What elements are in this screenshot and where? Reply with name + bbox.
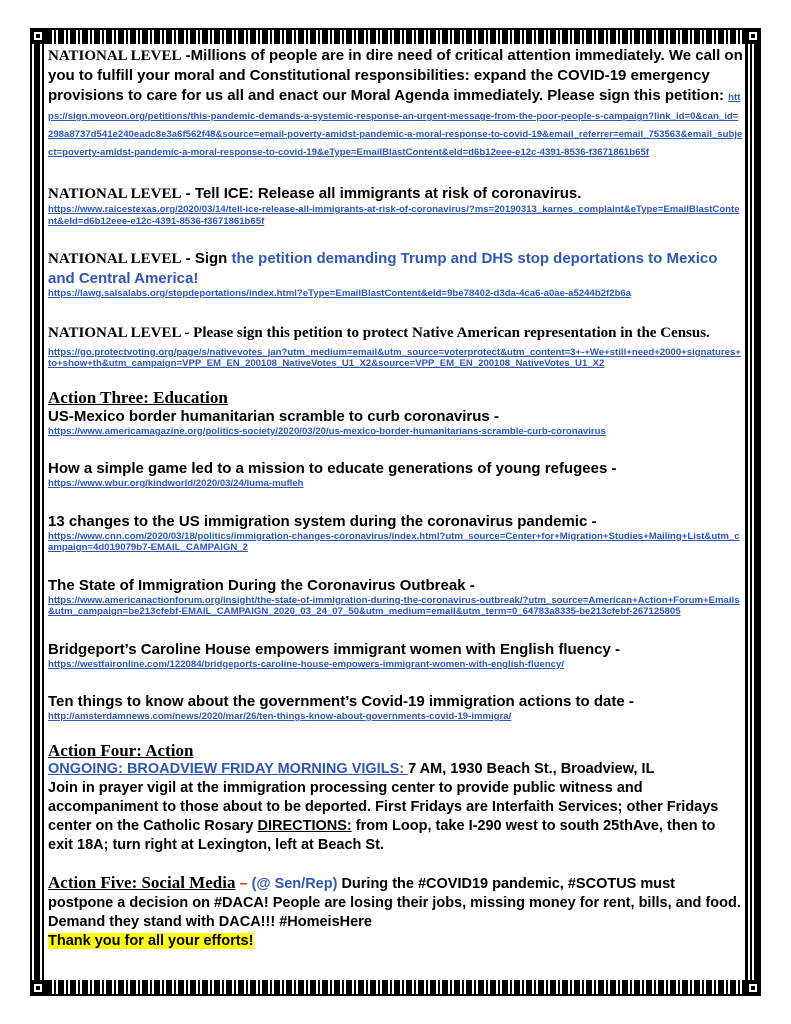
national-text-highlight: the petition demanding Trump and DHS stop deportations to Mexico and Central America! xyxy=(48,250,718,287)
directions-label: DIRECTIONS: xyxy=(257,817,352,834)
vigil-location: 7 AM, 1930 Beach St., Broadview, IL xyxy=(408,760,655,777)
social-handle: (@ Sen/Rep) xyxy=(251,875,338,892)
vigil-description: Join in prayer vigil at the immigration processing center to provide public witness and accompaniment to those about to be deported. First Fridays are Interfaith Services; other Fridays center on the Catholic Rosary xyxy=(48,779,719,834)
dash: – xyxy=(235,875,252,892)
national-item xyxy=(48,324,743,370)
national-label: NATIONAL LEVEL xyxy=(48,324,181,341)
article-link[interactable]: https://www.cnn.com/2020/03/18/politics/immigration-changes-coronavirus/index.html?utm_source=Center+for+Migration+Studies+Mailing+List&utm_campaign=4d019079b7-EMAIL_CAMPAIGN_2 xyxy=(48,530,740,553)
article-link[interactable]: https://www.americanactionforum.org/insight/the-state-of-immigration-during-the-coronavirus-outbreak/?utm_source=American+Action+Forum+Emails&utm_campaign=be213cfebf-EMAIL_CAMPAIGN_2020_03_24_07_50&utm_medium=email&utm_term=0_64783a8335-be213cfebf-267125805 xyxy=(48,594,740,617)
article-item xyxy=(48,576,743,618)
article-item xyxy=(48,640,743,671)
petition-link[interactable]: https://sign.moveon.org/petitions/this-pandemic-demands-a-systemic-response-an-urgent-message-from-the-poor-people-s-campaign?link_id=0&can_id=298a8737d541e240eadc8e3a6f562f48&source=email-poverty-amidst-pandemic-a-moral-response-to-covid-19&email_referrer=email_753563&email_subject=poverty-amidst-pandemic-a-moral-response-to-covid-19&eType=EmailBlastContent&eId=d6b12eee-e12c-4391-8536-f3671861b65f xyxy=(48,92,743,158)
national-item xyxy=(48,249,743,300)
national-item xyxy=(48,46,743,160)
national-text: - Please sign this petition to protect Native American representation in the Census. xyxy=(180,324,710,341)
thank-you-note: Thank you for all your efforts! xyxy=(48,932,254,949)
directions-text: from Loop, take I-290 west to south 25thAve, then to exit 18A; turn right at Lexington, left at Beach St. xyxy=(48,817,716,853)
section-action-five xyxy=(48,873,743,951)
article-title: Ten things to know about the government’s Covid-19 immigration actions to date - xyxy=(48,693,634,710)
article-title: 13 changes to the US immigration system during the coronavirus pandemic - xyxy=(48,512,597,530)
section-action-three xyxy=(48,388,743,723)
national-text: - Tell ICE: Release all immigrants at risk of coronavirus. xyxy=(181,185,582,202)
petition-link[interactable]: https://go.protectvoting.org/page/s/nativevotes_jan?utm_medium=email&utm_source=voterprotect&utm_content=3+-+We+still+need+2000+signatures+to+show+th&utm_campaign=VPP_EM_EN_200108_NativeVotes_U1_X2&source=VPP_EM_EN_200108_NativeVotes_U1_X2 xyxy=(48,346,741,369)
border-corner xyxy=(30,980,46,996)
article-title: Bridgeport’s Caroline House empowers immigrant women with English fluency - xyxy=(48,640,621,658)
article-item xyxy=(48,459,743,490)
article-item xyxy=(48,692,743,723)
article-title: The State of Immigration During the Coronavirus Outbreak - xyxy=(48,576,475,594)
national-label: NATIONAL LEVEL xyxy=(48,251,182,267)
national-text: - Sign xyxy=(181,250,232,267)
border-corner xyxy=(745,980,761,996)
section-title: Action Four: Action xyxy=(48,740,194,760)
section-title: Action Three: Education xyxy=(48,387,228,407)
article-title: US-Mexico border humanitarian scramble to curb coronavirus - xyxy=(48,407,499,425)
border-corner xyxy=(30,28,46,44)
national-label: NATIONAL LEVEL xyxy=(48,186,182,202)
petition-link[interactable]: https://lawg.salsalabs.org/stopdeportations/index.html?eType=EmailBlastContent&eId=9be78402-d3da-4ca6-a0ae-a5244b2f2b6a xyxy=(48,288,632,299)
petition-link[interactable]: https://www.raicestexas.org/2020/03/14/tell-ice-release-all-immigrants-at-risk-of-coronavirus/?ms=20190313_karnes_complaint&eType=EmailBlastContent&eId=d6b12eee-e12c-4391-8536-f3671861b65f xyxy=(48,204,740,227)
national-label: NATIONAL LEVEL xyxy=(48,48,182,64)
national-text: -Millions of people are in dire need of critical attention immediately. We call on you to fulfill your moral and Constitutional responsibilities: expand the COVID-19 emergency provisions to care for us all and enact our Moral Agenda immediately. Please sign this petition: xyxy=(48,47,743,104)
article-link[interactable]: https://www.americamagazine.org/politics-society/2020/03/20/us-mexico-border-humanitarians-scramble-curb-coronavirus xyxy=(48,425,606,437)
section-title: Action Five: Social Media xyxy=(48,872,236,892)
national-item xyxy=(48,184,743,227)
social-message: During the #COVID19 pandemic, #SCOTUS must postpone a decision on #DACA! People are losing their jobs, missing money for rent, bills, and food. Demand they stand with DACA!!! #HomeisHere xyxy=(48,875,741,930)
section-action-four xyxy=(48,741,743,855)
border-corner xyxy=(745,28,761,44)
article-item xyxy=(48,512,743,554)
article-title: How a simple game led to a mission to educate generations of young refugees - xyxy=(48,460,617,477)
article-link[interactable]: https://westfaironline.com/122084/bridgeports-caroline-house-empowers-immigrant-women-with-english-fluency/ xyxy=(48,658,565,670)
ongoing-label: ONGOING: BROADVIEW FRIDAY MORNING VIGILS: xyxy=(48,760,409,777)
article-item xyxy=(48,407,743,438)
document-body xyxy=(48,46,743,978)
article-link[interactable]: http://amsterdamnews.com/news/2020/mar/26/ten-things-know-about-governments-covid-19-immigra/ xyxy=(48,711,512,722)
article-link[interactable]: https://www.wbur.org/kindworld/2020/03/24/luma-mufleh xyxy=(48,478,304,489)
